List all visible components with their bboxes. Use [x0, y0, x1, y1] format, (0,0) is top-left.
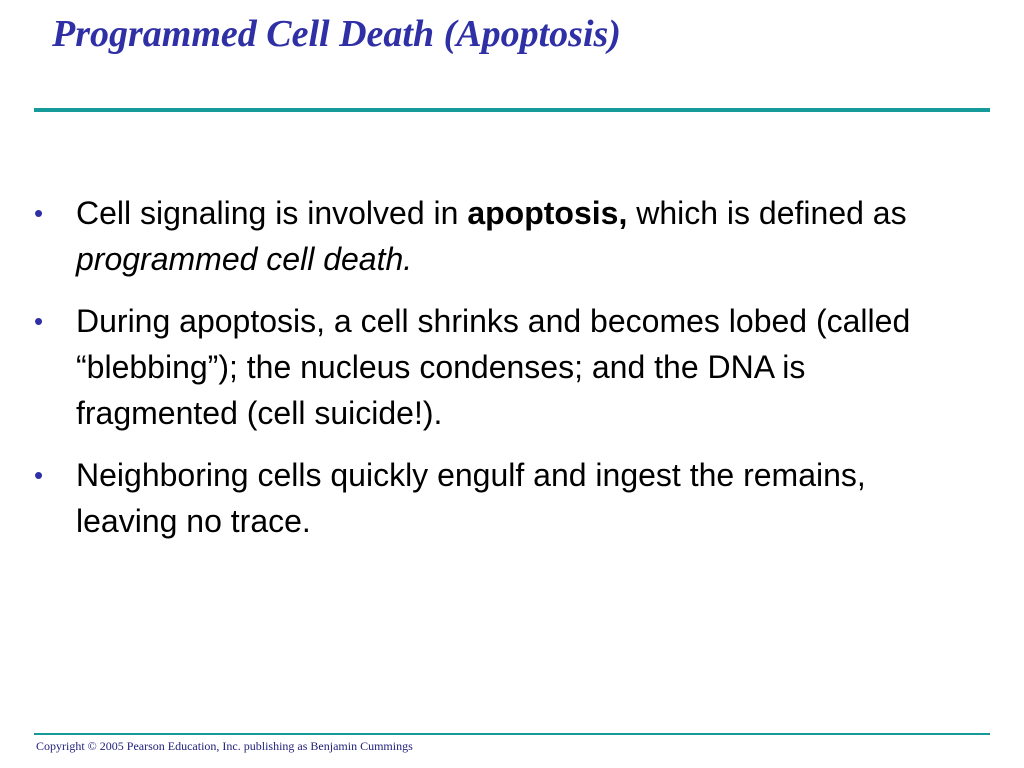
- bullet-dot-icon: •: [34, 198, 44, 228]
- bullet-1-definition: programmed cell death.: [76, 241, 413, 277]
- bullet-list: [34, 190, 974, 560]
- copyright-footer: Copyright © 2005 Pearson Education, Inc. publishing as Benjamin Cummings: [36, 739, 413, 753]
- bullet-dot-icon: •: [34, 306, 44, 336]
- bullet-2-text: During apoptosis, a cell shrinks and becomes lobed (called “blebbing”); the nucleus condenses; and the DNA is fragmented (cell suicide!).: [76, 303, 911, 431]
- bullet-1-text-a: Cell signaling is involved in: [76, 195, 468, 231]
- bullet-1-term: apoptosis,: [467, 195, 628, 231]
- bullet-item-3: [34, 452, 974, 544]
- slide-title: Programmed Cell Death (Apoptosis): [52, 13, 621, 55]
- bullet-item-1: [34, 190, 974, 282]
- title-divider: [34, 108, 990, 112]
- footer-divider: [34, 733, 990, 735]
- bullet-1-text-b: which is defined as: [627, 195, 907, 231]
- bullet-item-2: [34, 298, 974, 436]
- bullet-dot-icon: •: [34, 460, 44, 490]
- bullet-3-text: Neighboring cells quickly engulf and ingest the remains, leaving no trace.: [76, 457, 866, 539]
